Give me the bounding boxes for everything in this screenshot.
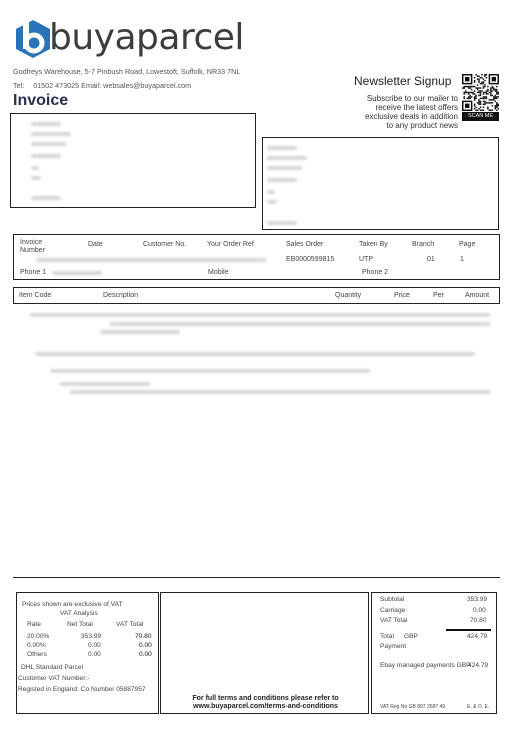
rate-header: Rate [27,621,41,628]
footer-divider [13,577,500,578]
taken-by-header: Taken By [359,241,388,248]
terms-text: For full terms and conditions please refer to [192,695,339,702]
vat-registration: VAT Reg No GB 897 2587 49 [380,704,446,710]
email-label: Email: [81,81,102,90]
carriage-value: 0.00 [473,607,486,614]
newsletter-title: Newsletter Signup [354,74,452,88]
scan-me-label: SCAN ME [462,112,499,121]
date-header: Date [88,241,103,248]
newsletter-text-line: Subscribe to our mailer to [366,94,458,103]
vat-total-value: 70.80 [470,617,487,624]
vat-total-label: VAT Total [380,617,408,624]
item-code-header: Item Code [19,292,52,299]
vat-note: Prices shown are exclusive of VAT [22,601,123,608]
newsletter-text-line: receive the latest offers [375,103,458,112]
vat-analysis-title: VAT Analysis [60,610,98,617]
per-header: Per [433,292,444,299]
vat-rate: Others [27,651,47,658]
newsletter-text-line: exclusive deals in addition [365,112,458,121]
vat-amount: 0.00 [139,642,152,649]
total-label: Total [380,633,394,640]
currency-label: GBP [404,633,418,640]
eoe-note: E. & O. E. [467,704,490,710]
tel-value: 01502 473025 [33,81,80,90]
amount-header: Amount [465,292,490,299]
price-header: Price [394,292,410,299]
buyaparcel-logo-icon [13,18,53,60]
vat-rate: 20.00% [27,633,50,640]
terms-link[interactable]: www.buyaparcel.com/terms-and-conditions [193,703,338,710]
total-underline [446,629,491,631]
brand-name: buyaparcel [49,17,244,58]
newsletter-text-line: to any product news [386,121,458,130]
phone1-label: Phone 1 [20,269,47,276]
subtotal-label: Subtotal [380,596,405,603]
page-header: Page [459,241,476,248]
vat-analysis-box [16,592,159,714]
newsletter-text [340,94,458,130]
company-address: Godfreys Warehouse, 5-7 Pinbush Road, Lowestoft, Suffolk, NR33 7NL [13,67,241,76]
invoice-number-header: Invoice Number [20,239,45,254]
description-header: Description [103,292,139,299]
customer-no-header: Customer No. [143,241,187,248]
vat-total-header: VAT Total [116,621,144,628]
totals-box [371,592,497,714]
customer-vat-number: Customer VAT Number:- [18,675,90,682]
document-title: Invoice [13,92,69,109]
qr-code-icon[interactable] [462,74,499,111]
tel-label: Tel: [13,81,25,90]
company-registration: Registed in England: Co Number 05887957 [18,686,146,693]
shipping-method: DHL Standard Parcel [21,664,84,671]
branch-value: 01 [427,256,435,263]
delivery-address-box [262,137,499,230]
phone2-label: Phone 2 [362,269,389,276]
terms-box [160,592,369,714]
vat-net: 0.00 [88,651,101,658]
net-total-header: Net Total [67,621,93,628]
subtotal-value: 353.99 [467,596,488,603]
brand-logo [13,16,244,62]
branch-header: Branch [412,241,435,248]
vat-rate: 0.00% [27,642,46,649]
ebay-payment-label: Ebay managed payments GBP [380,662,471,669]
page-value: 1 [460,256,464,263]
mobile-label: Mobile [208,269,229,276]
order-ref-header: Your Order Ref [207,241,254,248]
payment-label: Payment [380,643,407,650]
ebay-payment-value: 424.79 [468,662,489,669]
invoice-info-table [13,234,500,280]
vat-amount: 70.80 [135,633,152,640]
total-value: 424.79 [467,633,488,640]
sales-order-value: EB0000599815 [286,256,335,263]
carriage-label: Carriage [380,607,406,614]
vat-net: 353.99 [81,633,102,640]
items-table-header [13,287,500,304]
quantity-header: Quantity [335,292,362,299]
vat-amount: 0.00 [139,651,152,658]
taken-by-value: UTP [359,256,373,263]
billing-address-box [10,113,256,208]
company-contact [13,81,191,90]
email-value[interactable]: websales@buyaparcel.com [103,81,192,90]
sales-order-header: Sales Order [286,241,324,248]
vat-net: 0.00 [88,642,101,649]
